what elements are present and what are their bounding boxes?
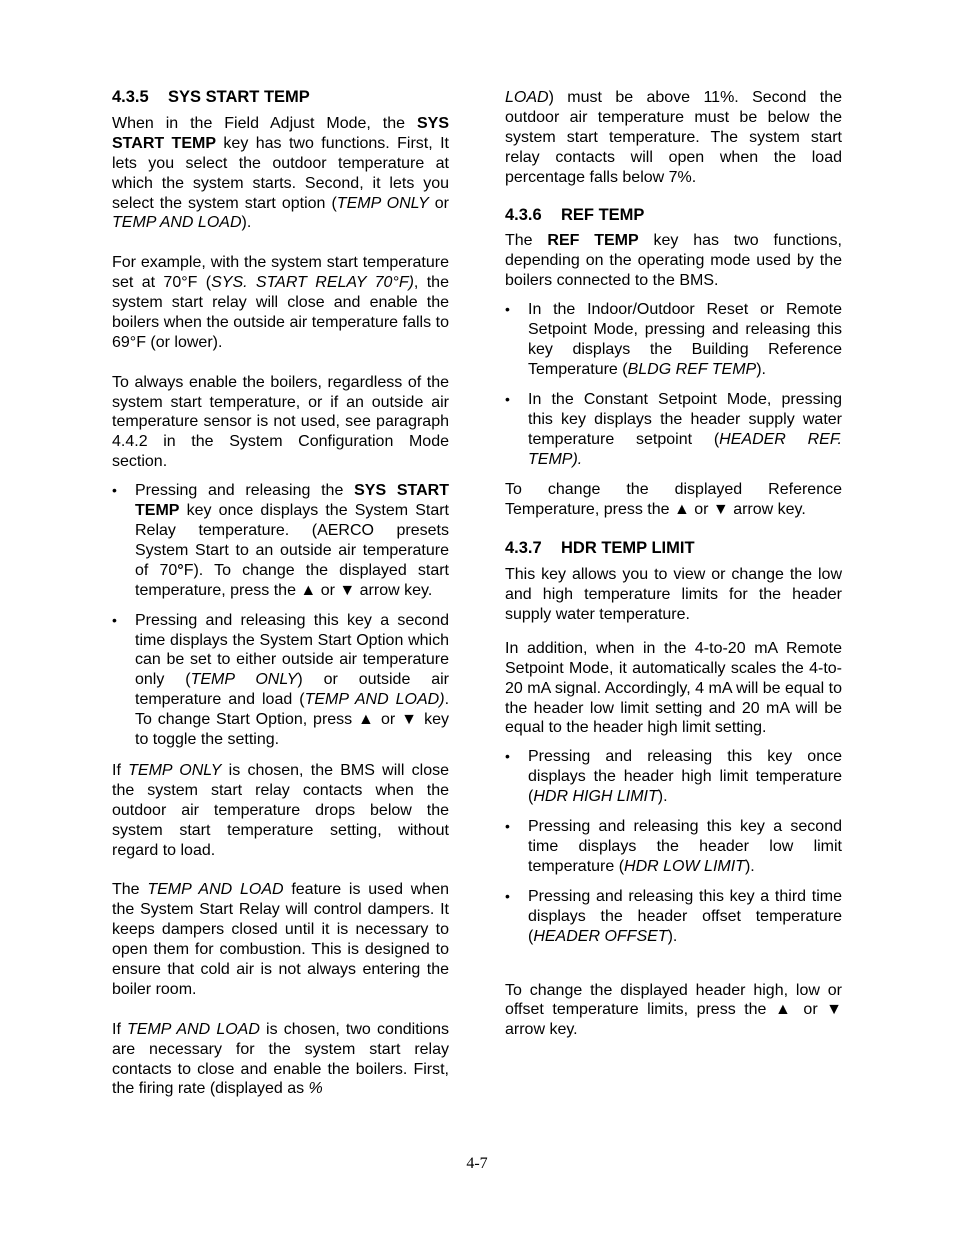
- section-heading-4-3-5: [112, 88, 449, 108]
- list-item: • Pressing and releasing this key a second time displays the System Start Option which can be set to either outside air temperature only (TEMP ONLY) or outside air temperature and load (TEMP AND LOAD). To change Start Option, press ▲ or ▼ key to toggle the setting.: [112, 611, 449, 750]
- paragraph-change-ref: To change the displayed Reference Temperature, press the ▲ or ▼ arrow key.: [505, 481, 842, 519]
- paragraph-always-enable: To always enable the boilers, regardless of the system start temperature, or if an outside air temperature sensor is not used, see paragraph 4.4.2 in the System Configuration Mode section.: [112, 373, 449, 471]
- paragraph-hdr-scaling: In addition, when in the 4-to-20 mA Remote Setpoint Mode, it automatically scales the 4-to-20 mA signal. Accordingly, 4 mA will be equal to the header low limit setting and 20 mA will be equal to the header high limit setting.: [505, 639, 842, 737]
- list-item: • In the Indoor/Outdoor Reset or Remote Setpoint Mode, pressing and releasing this key displays the Building Reference Temperature (BLDG REF TEMP).: [505, 300, 842, 380]
- bullet-list-sys-start: [112, 481, 449, 750]
- paragraph-change-hdr: To change the displayed header high, low or offset temperature limits, press the ▲ or ▼ arrow key.: [505, 981, 842, 1039]
- bullet-icon: [505, 817, 528, 837]
- section-number: 4.3.6: [505, 205, 542, 224]
- section-heading-4-3-6: [505, 206, 842, 226]
- left-column: [112, 88, 449, 1119]
- bullet-icon: [112, 611, 135, 631]
- bullet-list-ref-temp: [505, 300, 842, 469]
- bullet-icon: [505, 887, 528, 907]
- list-item: • Pressing and releasing this key a third time displays the header offset temperature (HEADER OFFSET).: [505, 887, 842, 947]
- paragraph-sys-start-intro: When in the Field Adjust Mode, the SYS START TEMP key has two functions. First, It lets you select the outdoor temperature at which the system starts. Second, it lets you select the system start option (TEMP ONLY or TEMP AND LOAD).: [112, 114, 449, 232]
- paragraph-conditions: If TEMP AND LOAD is chosen, two conditions are necessary for the system start relay contacts to close and enable the boilers. First, the firing rate (displayed as %: [112, 1020, 450, 1098]
- paragraph-temp-and-load: The TEMP AND LOAD feature is used when the System Start Relay will control dampers. It keeps dampers closed until it is necessary to open them for combustion. This is designed to ensure that cold air is not always entering the boiler room.: [112, 881, 450, 998]
- paragraph-ref-temp-intro: The REF TEMP key has two functions, depending on the operating mode used by the boilers connected to the BMS.: [505, 232, 843, 290]
- section-number: 4.3.7: [505, 539, 542, 558]
- paragraph-hdr-intro: This key allows you to view or change the low and high temperature limits for the header supply water temperature.: [505, 566, 842, 623]
- section-heading-4-3-7: [505, 539, 842, 559]
- bullet-icon: [505, 300, 528, 320]
- bullet-list-hdr: [505, 747, 842, 946]
- bullet-icon: [505, 390, 528, 410]
- bullet-icon: [112, 481, 135, 501]
- section-title: HDR TEMP LIMIT: [561, 539, 695, 558]
- list-item: • Pressing and releasing this key a second time displays the header low limit temperature (HDR LOW LIMIT).: [505, 817, 842, 877]
- paragraph-temp-only: If TEMP ONLY is chosen, the BMS will close the system start relay contacts when the outdoor air temperature drops below the system start temperature setting, without regard to load.: [112, 761, 449, 859]
- right-column: [505, 88, 842, 1060]
- list-item: • Pressing and releasing the SYS START TEMP key once displays the System Start Relay temperature. (AERCO presets System Start to an outside air temperature of 70°F). To change the displayed start temperature, press the ▲ or ▼ arrow key.: [112, 481, 449, 600]
- list-item: • Pressing and releasing this key once displays the header high limit temperature (HDR HIGH LIMIT).: [505, 747, 842, 807]
- paragraph-example: For example, with the system start temperature set at 70°F (SYS. START RELAY 70°F), the system start relay will close and enable the boilers when the outside air temperature falls to 69°F (or lower).: [112, 254, 449, 351]
- section-title: SYS START TEMP: [168, 88, 310, 106]
- bullet-icon: [505, 747, 528, 767]
- section-title: REF TEMP: [561, 205, 645, 224]
- section-number: 4.3.5: [112, 88, 149, 106]
- paragraph-continued: LOAD) must be above 11%. Second the outdoor air temperature must be below the system start temperature. The system start relay contacts will open when the load percentage falls below 7%.: [505, 89, 842, 186]
- list-item: • In the Constant Setpoint Mode, pressing this key displays the header supply water temperature setpoint (HEADER REF. TEMP).: [505, 390, 842, 470]
- page-number: 4-7: [466, 1155, 488, 1172]
